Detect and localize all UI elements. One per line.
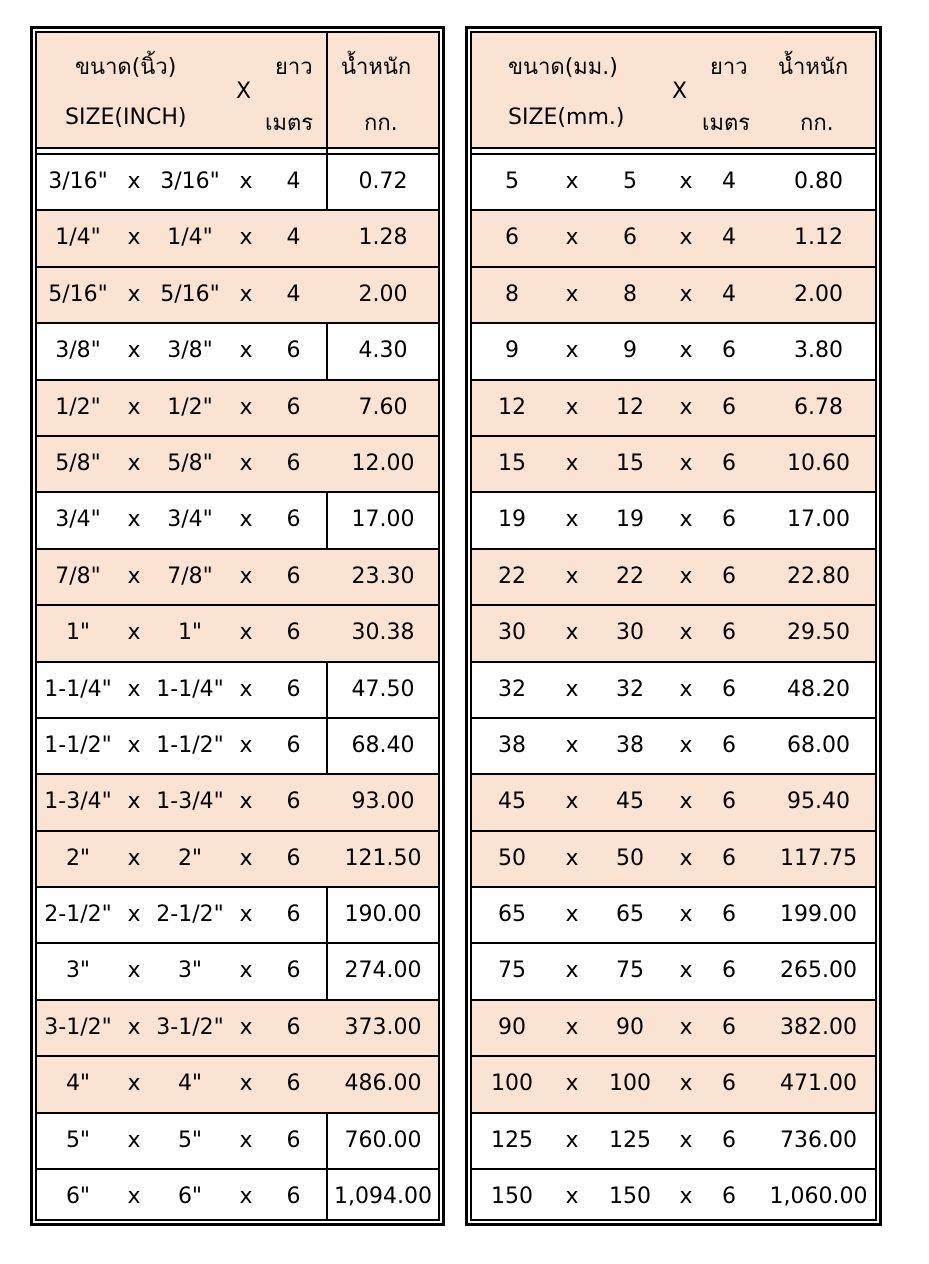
weight-cell: 17.00 <box>351 507 415 533</box>
size-a-cell: 5/8" <box>55 450 101 476</box>
weight-cell: 1.12 <box>794 225 843 251</box>
weight-cell: 6.78 <box>794 394 843 420</box>
length-cell: 4 <box>722 169 736 194</box>
length-cell: 6 <box>286 450 301 476</box>
size-a-cell: 45 <box>498 789 526 815</box>
times-cell: x <box>239 732 253 758</box>
weight-cell: 2.00 <box>358 281 408 307</box>
times-cell: x <box>679 1127 693 1153</box>
header-times: X <box>236 79 252 104</box>
length-cell: 6 <box>286 620 301 646</box>
weight-cell: 17.00 <box>787 507 850 533</box>
mm-table-frame <box>470 31 877 1221</box>
size-b-cell: 1/2" <box>167 394 213 420</box>
length-cell: 6 <box>722 563 736 589</box>
times-cell: x <box>239 676 253 702</box>
times-cell: x <box>679 507 693 533</box>
inch-table-frame <box>35 31 440 1221</box>
header-size-thai: ขนาด(นิ้ว) <box>75 55 177 80</box>
times-cell: x <box>679 1071 693 1097</box>
size-a-cell: 65 <box>498 902 526 928</box>
size-a-cell: 7/8" <box>55 563 101 589</box>
times-cell: x <box>239 507 253 533</box>
times-cell: x <box>679 958 693 984</box>
times-cell: x <box>127 732 141 758</box>
length-cell: 6 <box>286 676 301 702</box>
length-cell: 4 <box>286 169 301 194</box>
table-row <box>37 437 438 493</box>
length-cell: 6 <box>286 1071 301 1097</box>
size-a-cell: 30 <box>498 620 526 646</box>
times-cell: x <box>565 169 579 194</box>
size-b-cell: 15 <box>616 450 644 476</box>
length-cell: 6 <box>722 1127 736 1153</box>
size-b-cell: 2" <box>177 845 203 871</box>
size-b-cell: 45 <box>616 789 644 815</box>
size-a-cell: 5" <box>65 1127 91 1153</box>
length-cell: 6 <box>722 1014 736 1040</box>
size-a-cell: 3-1/2" <box>44 1014 112 1040</box>
times-cell: x <box>239 450 253 476</box>
length-cell: 6 <box>286 902 301 928</box>
times-cell: x <box>127 902 141 928</box>
times-cell: x <box>239 1127 253 1153</box>
header-weight: น้ำหนัก <box>778 55 849 80</box>
size-b-cell: 50 <box>616 845 644 871</box>
size-b-cell: 125 <box>609 1127 651 1153</box>
size-a-cell: 2-1/2" <box>44 902 112 928</box>
size-b-cell: 12 <box>616 394 644 420</box>
size-a-cell: 2" <box>65 845 91 871</box>
length-cell: 4 <box>722 225 736 251</box>
size-b-cell: 3/4" <box>167 507 213 533</box>
size-b-cell: 1-1/2" <box>156 732 224 758</box>
length-cell: 6 <box>722 732 736 758</box>
length-cell: 6 <box>722 1071 736 1097</box>
times-cell: x <box>679 732 693 758</box>
weight-cell: 4.30 <box>358 338 408 364</box>
table-row <box>472 324 875 380</box>
length-cell: 6 <box>722 1184 736 1210</box>
size-b-cell: 6" <box>177 1184 203 1210</box>
times-cell: x <box>565 958 579 984</box>
table-row <box>472 944 875 1000</box>
length-cell: 6 <box>722 620 736 646</box>
inch-weight-table <box>30 26 445 1226</box>
size-b-cell: 3" <box>177 958 203 984</box>
length-cell: 6 <box>286 845 301 871</box>
times-cell: x <box>127 620 141 646</box>
size-a-cell: 50 <box>498 845 526 871</box>
table-row <box>472 1114 875 1170</box>
size-b-cell: 1/4" <box>167 225 213 251</box>
size-b-cell: 1" <box>177 620 203 646</box>
table-row <box>472 832 875 888</box>
times-cell: x <box>239 394 253 420</box>
inch-table-body <box>37 155 438 1219</box>
table-row <box>37 888 438 944</box>
header-weight-unit: กก. <box>364 111 398 136</box>
size-b-cell: 65 <box>616 902 644 928</box>
times-cell: x <box>565 732 579 758</box>
weight-cell: 265.00 <box>780 958 857 984</box>
size-a-cell: 6" <box>65 1184 91 1210</box>
times-cell: x <box>127 450 141 476</box>
size-a-cell: 5/16" <box>48 281 108 307</box>
length-cell: 6 <box>286 1184 301 1210</box>
size-b-cell: 5/16" <box>160 281 220 307</box>
weight-cell: 93.00 <box>351 789 415 815</box>
header-weight-unit: กก. <box>800 111 834 136</box>
weight-cell: 274.00 <box>344 958 422 984</box>
times-cell: x <box>565 676 579 702</box>
times-cell: x <box>565 507 579 533</box>
length-cell: 6 <box>286 789 301 815</box>
length-cell: 4 <box>286 225 301 251</box>
size-b-cell: 3-1/2" <box>156 1014 224 1040</box>
table-row <box>37 493 438 549</box>
weight-cell: 0.72 <box>358 169 408 194</box>
size-b-cell: 7/8" <box>167 563 213 589</box>
times-cell: x <box>679 1014 693 1040</box>
size-a-cell: 1-3/4" <box>44 789 112 815</box>
times-cell: x <box>239 338 253 364</box>
times-cell: x <box>239 1184 253 1210</box>
table-row <box>37 775 438 831</box>
times-cell: x <box>127 1127 141 1153</box>
times-cell: x <box>565 620 579 646</box>
length-cell: 6 <box>722 394 736 420</box>
weight-cell: 30.38 <box>351 620 415 646</box>
size-a-cell: 90 <box>498 1014 526 1040</box>
table-row <box>37 155 438 211</box>
mm-weight-table <box>465 26 882 1226</box>
table-row <box>37 211 438 267</box>
times-cell: x <box>127 338 141 364</box>
weight-cell: 10.60 <box>787 450 850 476</box>
size-a-cell: 8 <box>505 281 519 307</box>
times-cell: x <box>127 845 141 871</box>
header-length: ยาว <box>275 55 313 80</box>
table-row <box>37 606 438 662</box>
table-row <box>472 381 875 437</box>
table-row <box>472 1057 875 1113</box>
length-cell: 6 <box>286 1127 301 1153</box>
weight-cell: 12.00 <box>351 450 415 476</box>
weight-cell: 117.75 <box>780 845 857 871</box>
mm-table-body <box>472 155 875 1219</box>
times-cell: x <box>679 620 693 646</box>
size-b-cell: 5 <box>623 169 637 194</box>
size-b-cell: 30 <box>616 620 644 646</box>
times-cell: x <box>127 789 141 815</box>
size-b-cell: 1-1/4" <box>156 676 224 702</box>
weight-cell: 47.50 <box>351 676 415 702</box>
table-row <box>472 888 875 944</box>
times-cell: x <box>565 1127 579 1153</box>
times-cell: x <box>565 1071 579 1097</box>
size-a-cell: 100 <box>491 1071 533 1097</box>
table-row <box>37 324 438 380</box>
times-cell: x <box>239 789 253 815</box>
table-row <box>37 663 438 719</box>
length-cell: 6 <box>722 845 736 871</box>
size-a-cell: 1/4" <box>55 225 101 251</box>
times-cell: x <box>565 225 579 251</box>
size-a-cell: 22 <box>498 563 526 589</box>
weight-cell: 0.80 <box>794 169 843 194</box>
size-a-cell: 12 <box>498 394 526 420</box>
mm-table-header <box>472 33 875 149</box>
times-cell: x <box>127 169 141 194</box>
times-cell: x <box>679 676 693 702</box>
length-cell: 6 <box>722 902 736 928</box>
times-cell: x <box>127 676 141 702</box>
times-cell: x <box>239 1071 253 1097</box>
times-cell: x <box>565 563 579 589</box>
weight-cell: 471.00 <box>780 1071 857 1097</box>
times-cell: x <box>679 902 693 928</box>
times-cell: x <box>679 1184 693 1210</box>
times-cell: x <box>679 450 693 476</box>
times-cell: x <box>239 563 253 589</box>
header-weight: น้ำหนัก <box>341 55 412 80</box>
times-cell: x <box>565 450 579 476</box>
size-b-cell: 5/8" <box>167 450 213 476</box>
times-cell: x <box>565 394 579 420</box>
size-b-cell: 100 <box>609 1071 651 1097</box>
times-cell: x <box>127 1184 141 1210</box>
times-cell: x <box>239 1014 253 1040</box>
length-cell: 6 <box>722 958 736 984</box>
times-cell: x <box>239 620 253 646</box>
size-a-cell: 5 <box>505 169 519 194</box>
table-row <box>37 550 438 606</box>
weight-cell: 486.00 <box>344 1071 422 1097</box>
times-cell: x <box>127 563 141 589</box>
times-cell: x <box>127 507 141 533</box>
times-cell: x <box>679 225 693 251</box>
weight-cell: 3.80 <box>794 338 843 364</box>
size-b-cell: 8 <box>623 281 637 307</box>
times-cell: x <box>239 225 253 251</box>
table-row <box>472 268 875 324</box>
table-row <box>37 1114 438 1170</box>
table-row <box>472 155 875 211</box>
size-b-cell: 3/16" <box>160 169 220 194</box>
weight-cell: 373.00 <box>344 1014 422 1040</box>
size-b-cell: 4" <box>177 1071 203 1097</box>
times-cell: x <box>679 845 693 871</box>
weight-cell: 199.00 <box>780 902 857 928</box>
weight-cell: 7.60 <box>358 394 408 420</box>
weight-cell: 29.50 <box>787 620 850 646</box>
weight-cell: 1.28 <box>358 225 408 251</box>
times-cell: x <box>127 225 141 251</box>
table-row <box>37 832 438 888</box>
weight-cell: 1,094.00 <box>334 1184 432 1210</box>
weight-cell: 190.00 <box>344 902 422 928</box>
size-a-cell: 1/2" <box>55 394 101 420</box>
size-b-cell: 6 <box>623 225 637 251</box>
times-cell: x <box>565 789 579 815</box>
weight-cell: 68.40 <box>351 732 415 758</box>
times-cell: x <box>565 281 579 307</box>
table-row <box>37 1057 438 1113</box>
table-row <box>37 944 438 1000</box>
times-cell: x <box>679 394 693 420</box>
weight-cell: 2.00 <box>794 281 843 307</box>
times-cell: x <box>239 958 253 984</box>
header-length: ยาว <box>710 55 748 80</box>
weight-cell: 23.30 <box>351 563 415 589</box>
size-a-cell: 1" <box>65 620 91 646</box>
weight-cell: 1,060.00 <box>769 1184 868 1210</box>
weight-cell: 736.00 <box>780 1127 857 1153</box>
header-times: X <box>672 79 688 104</box>
table-row <box>37 719 438 775</box>
weight-cell: 48.20 <box>787 676 850 702</box>
length-cell: 6 <box>286 338 301 364</box>
times-cell: x <box>679 338 693 364</box>
size-b-cell: 3/8" <box>167 338 213 364</box>
times-cell: x <box>127 281 141 307</box>
size-b-cell: 2-1/2" <box>156 902 224 928</box>
size-a-cell: 125 <box>491 1127 533 1153</box>
size-b-cell: 90 <box>616 1014 644 1040</box>
length-cell: 6 <box>286 563 301 589</box>
size-a-cell: 150 <box>491 1184 533 1210</box>
times-cell: x <box>127 958 141 984</box>
times-cell: x <box>679 281 693 307</box>
times-cell: x <box>679 789 693 815</box>
times-cell: x <box>127 1014 141 1040</box>
length-cell: 6 <box>722 789 736 815</box>
length-cell: 4 <box>722 281 736 307</box>
header-length-unit: เมตร <box>265 111 314 136</box>
size-b-cell: 150 <box>609 1184 651 1210</box>
size-b-cell: 38 <box>616 732 644 758</box>
size-a-cell: 3/8" <box>55 338 101 364</box>
times-cell: x <box>565 845 579 871</box>
size-a-cell: 32 <box>498 676 526 702</box>
size-a-cell: 19 <box>498 507 526 533</box>
times-cell: x <box>239 845 253 871</box>
inch-table-header <box>37 33 438 149</box>
size-a-cell: 38 <box>498 732 526 758</box>
times-cell: x <box>679 169 693 194</box>
size-a-cell: 3/16" <box>48 169 108 194</box>
times-cell: x <box>127 394 141 420</box>
size-a-cell: 3" <box>65 958 91 984</box>
weight-cell: 382.00 <box>780 1014 857 1040</box>
size-a-cell: 3/4" <box>55 507 101 533</box>
times-cell: x <box>565 338 579 364</box>
length-cell: 4 <box>286 281 301 307</box>
header-size-en: SIZE(mm.) <box>508 105 625 130</box>
size-b-cell: 22 <box>616 563 644 589</box>
table-row <box>472 1001 875 1057</box>
header-size-thai: ขนาด(มม.) <box>508 55 618 80</box>
length-cell: 6 <box>286 958 301 984</box>
times-cell: x <box>239 902 253 928</box>
weight-cell: 760.00 <box>344 1127 422 1153</box>
size-a-cell: 1-1/4" <box>44 676 112 702</box>
size-a-cell: 1-1/2" <box>44 732 112 758</box>
table-row <box>472 493 875 549</box>
size-b-cell: 32 <box>616 676 644 702</box>
weight-cell: 68.00 <box>787 732 850 758</box>
times-cell: x <box>565 902 579 928</box>
table-row <box>472 211 875 267</box>
table-row <box>472 437 875 493</box>
header-size-en: SIZE(INCH) <box>65 105 187 130</box>
times-cell: x <box>679 563 693 589</box>
size-a-cell: 75 <box>498 958 526 984</box>
table-row <box>472 550 875 606</box>
times-cell: x <box>565 1014 579 1040</box>
table-row <box>472 775 875 831</box>
table-row <box>472 663 875 719</box>
size-a-cell: 6 <box>505 225 519 251</box>
length-cell: 6 <box>286 732 301 758</box>
size-b-cell: 1-3/4" <box>156 789 224 815</box>
times-cell: x <box>239 169 253 194</box>
table-row <box>37 268 438 324</box>
weight-cell: 121.50 <box>344 845 422 871</box>
length-cell: 6 <box>722 507 736 533</box>
table-row <box>472 606 875 662</box>
length-cell: 6 <box>722 338 736 364</box>
times-cell: x <box>565 1184 579 1210</box>
weight-cell: 22.80 <box>787 563 850 589</box>
table-row <box>472 1170 875 1224</box>
length-cell: 6 <box>286 1014 301 1040</box>
length-cell: 6 <box>286 507 301 533</box>
length-cell: 6 <box>286 394 301 420</box>
size-a-cell: 9 <box>505 338 519 364</box>
length-cell: 6 <box>722 676 736 702</box>
weight-cell: 95.40 <box>787 789 850 815</box>
table-row <box>37 381 438 437</box>
table-row <box>37 1001 438 1057</box>
table-row <box>37 1170 438 1224</box>
size-b-cell: 75 <box>616 958 644 984</box>
times-cell: x <box>239 281 253 307</box>
size-a-cell: 15 <box>498 450 526 476</box>
size-a-cell: 4" <box>65 1071 91 1097</box>
table-row <box>472 719 875 775</box>
header-length-unit: เมตร <box>702 111 751 136</box>
size-b-cell: 5" <box>177 1127 203 1153</box>
size-b-cell: 9 <box>623 338 637 364</box>
times-cell: x <box>127 1071 141 1097</box>
length-cell: 6 <box>722 450 736 476</box>
size-b-cell: 19 <box>616 507 644 533</box>
